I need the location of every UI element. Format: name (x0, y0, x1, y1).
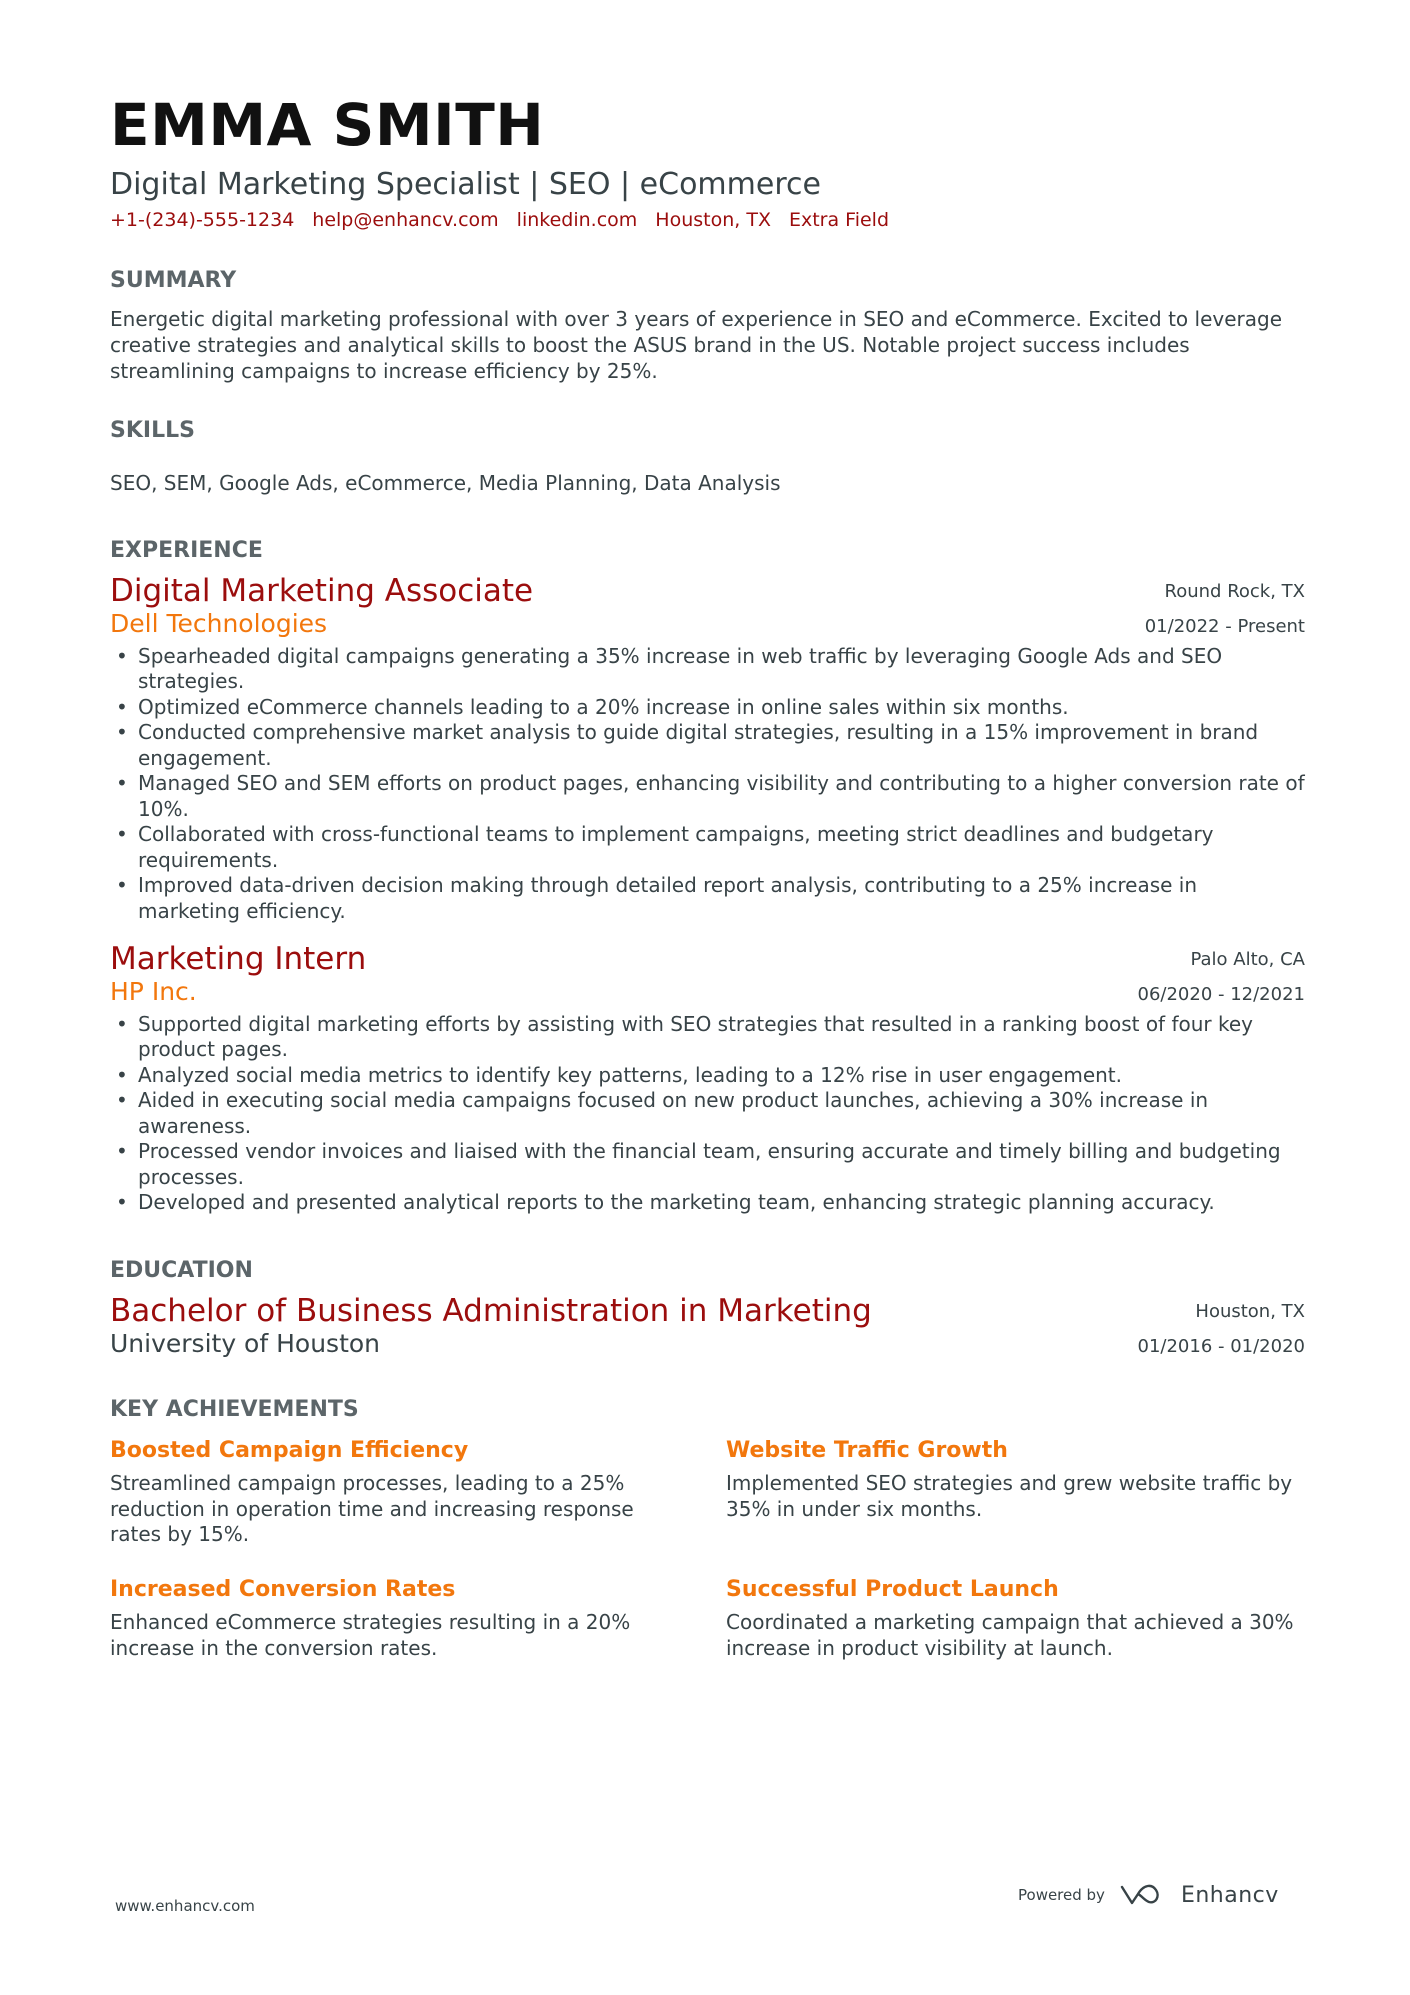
education-title: EDUCATION (110, 1257, 253, 1283)
education-entry (110, 1294, 1305, 1358)
achievement-item (110, 1439, 684, 1548)
skills-list: SEO, SEM, Google Ads, eCommerce, Media Planning, Data Analysis (110, 471, 781, 495)
education-section (110, 1257, 1310, 1358)
job-bullet: • Spearheaded digital campaigns generating a 35% increase in web traffic by leveraging Google Ads and SEO strategies. (110, 644, 1305, 695)
job-bullet: • Aided in executing social media campaigns focused on new product launches, achieving a 30% increase in awareness. (110, 1088, 1305, 1139)
job-bullet: • Optimized eCommerce channels leading to a 20% increase in online sales within six months. (110, 695, 1305, 721)
job-location: Round Rock, TX (1164, 581, 1305, 602)
experience-section (110, 540, 1310, 1216)
achievements-title: KEY ACHIEVEMENTS (110, 1397, 359, 1423)
enhancv-logo-icon (1119, 1882, 1167, 1908)
achievements-grid (110, 1439, 1310, 1661)
achievement-description: Coordinated a marketing campaign that achieved a 30% increase in product visibility at launch. (726, 1610, 1294, 1660)
degree-title: Bachelor of Business Administration in Marketing (110, 1292, 872, 1329)
achievements-section (110, 1399, 1310, 1661)
job-title: Digital Marketing Associate (110, 573, 534, 609)
achievement-item (110, 1578, 684, 1661)
job-bullet: • Improved data-driven decision making through detailed report analysis, contributing to a 25% increase in marketing efficiency. (110, 873, 1305, 924)
footer-website[interactable]: www.enhancv.com (115, 1897, 255, 1915)
achievement-title: Boosted Campaign Efficiency (110, 1438, 469, 1464)
achievement-title: Increased Conversion Rates (110, 1576, 456, 1602)
contact-phone[interactable]: +1-(234)-555-1234 (110, 209, 295, 231)
contact-linkedin[interactable]: linkedin.com (516, 209, 638, 231)
contact-bar (110, 209, 1310, 231)
summary-section (110, 270, 1310, 384)
achievement-title: Successful Product Launch (726, 1576, 1059, 1602)
job-bullet: • Collaborated with cross-functional teams to implement campaigns, meeting strict deadlines and budgetary requirements. (110, 822, 1305, 873)
job-bullet: • Managed SEO and SEM efforts on product pages, enhancing visibility and contributing to a higher conversion rate of 10%. (110, 771, 1305, 822)
contact-email[interactable]: help@enhancv.com (312, 209, 499, 231)
school-name: University of Houston (110, 1328, 381, 1358)
achievement-description: Streamlined campaign processes, leading to a 25% reduction in operation time and increasing response rates by 15%. (110, 1471, 634, 1547)
headline: Digital Marketing Specialist | SEO | eCommerce (110, 167, 821, 202)
summary-title: SUMMARY (110, 268, 237, 293)
job-bullet: • Developed and presented analytical reports to the marketing team, enhancing strategic planning accuracy. (110, 1190, 1305, 1216)
job-meta (1138, 942, 1306, 1012)
resume-page (110, 91, 1310, 1661)
education-dates: 01/2016 - 01/2020 (1137, 1335, 1305, 1357)
brand-name[interactable]: Enhancv (1180, 1882, 1279, 1908)
job-bullets (110, 1012, 1305, 1216)
job-location: Palo Alto, CA (1190, 949, 1305, 971)
skills-section (110, 420, 1310, 496)
job-meta (1145, 574, 1305, 644)
footer-branding (1018, 1882, 1279, 1908)
achievement-description: Enhanced eCommerce strategies resulting in a 20% increase in the conversion rates. (110, 1610, 631, 1660)
achievement-title: Website Traffic Growth (726, 1438, 1008, 1464)
achievement-item (726, 1439, 1300, 1548)
job-bullet: • Supported digital marketing efforts by assisting with SEO strategies that resulted in a ranking boost of four key product pages. (110, 1012, 1305, 1063)
achievement-item (726, 1578, 1300, 1661)
job-company: HP Inc. (110, 977, 197, 1007)
contact-location: Houston, TX (655, 209, 771, 231)
job-title: Marketing Intern (110, 941, 367, 978)
education-meta (1138, 1294, 1306, 1364)
job-bullet: • Processed vendor invoices and liaised with the financial team, ensuring accurate and timely billing and budgeting processes. (110, 1139, 1305, 1190)
job-bullets (110, 644, 1305, 925)
job-dates: 01/2022 - Present (1144, 616, 1305, 637)
contact-extra-field: Extra Field (788, 209, 890, 231)
skills-title: SKILLS (110, 418, 195, 443)
job-bullet: • Conducted comprehensive market analysis to guide digital strategies, resulting in a 15% improvement in brand engagement. (110, 720, 1305, 771)
achievement-description: Implemented SEO strategies and grew website traffic by 35% in under six months. (726, 1471, 1293, 1521)
experience-entry (110, 574, 1305, 924)
experience-title: EXPERIENCE (110, 538, 263, 563)
job-dates: 06/2020 - 12/2021 (1137, 984, 1305, 1006)
powered-by-label: Powered by (1018, 1886, 1105, 1904)
job-company: Dell Technologies (110, 609, 328, 639)
candidate-name: EMMA SMITH (110, 91, 545, 159)
summary-text: Energetic digital marketing professional with over 3 years of experience in SEO and eCommerce. Excited to leverage creative strategies and analytical skills to boost the ASUS brand in the US. Notable project success includes streamlining campaigns to increase efficiency by 25%. (110, 307, 1282, 383)
job-bullet: • Analyzed social media metrics to identify key patterns, leading to a 12% rise in user engagement. (110, 1063, 1305, 1089)
education-location: Houston, TX (1195, 1300, 1305, 1322)
experience-entry (110, 942, 1305, 1216)
